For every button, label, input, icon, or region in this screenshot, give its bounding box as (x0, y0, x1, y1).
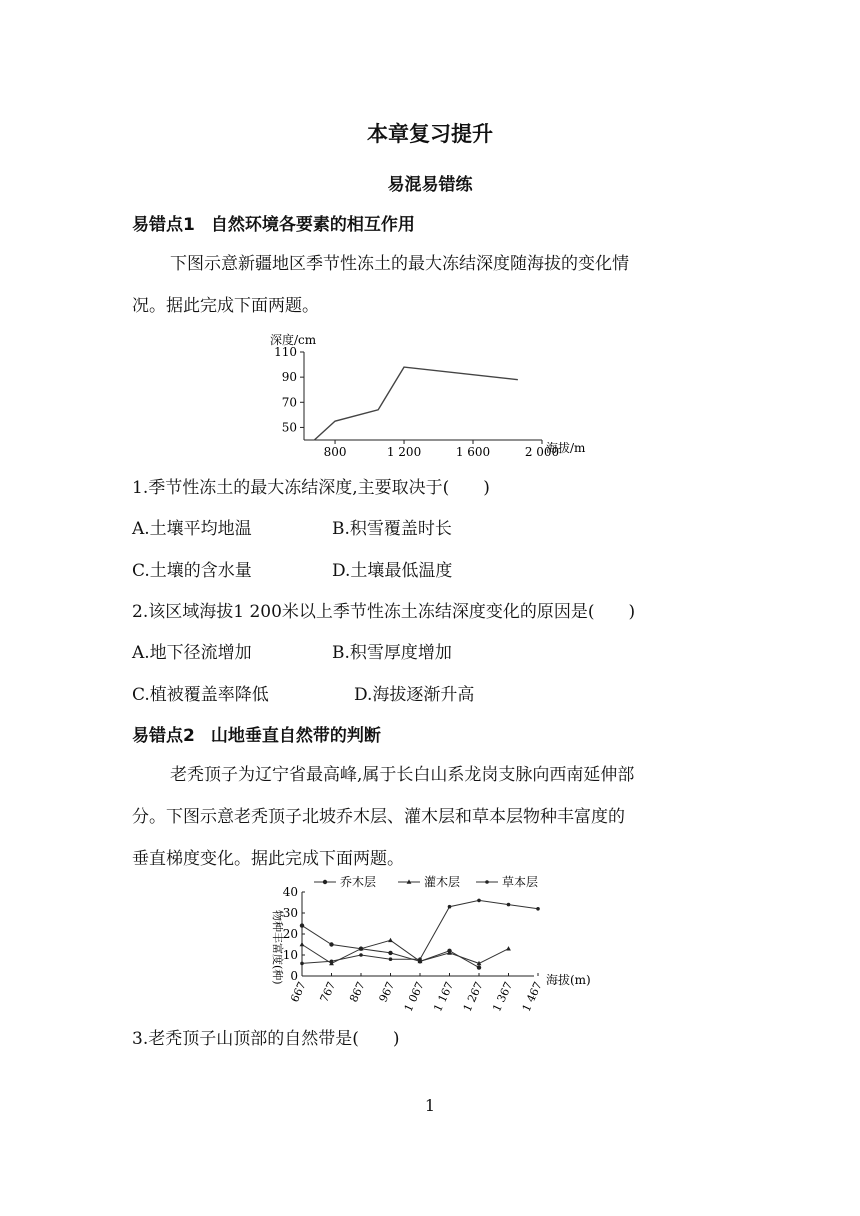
herb-layer-point (418, 957, 422, 961)
herb-layer-point (300, 962, 304, 966)
q2-option-a[interactable]: A.地下径流增加 (132, 643, 252, 663)
error-point-2 (132, 721, 381, 746)
y-tick-label: 20 (282, 927, 298, 941)
intro-paragraph-1 (132, 243, 732, 327)
y-tick-label: 10 (282, 948, 298, 962)
x-tick-label: 1 067 (401, 979, 427, 1014)
shrub-layer-point (506, 946, 511, 950)
error-point-1 (132, 210, 415, 235)
y-axis-label: 物种丰富度(种) (271, 910, 284, 985)
x-tick-label: 1 200 (386, 445, 422, 458)
herb-layer-point (359, 953, 363, 957)
x-axis-label: 海拔/m (546, 441, 586, 455)
tree-layer-legend-label: 乔木层 (340, 875, 377, 889)
q1-option-d[interactable]: D.土壤最低温度 (332, 561, 453, 581)
section-subtitle: 易混易错练 (387, 175, 473, 195)
herb-layer-line (302, 900, 538, 963)
q1-option-c[interactable]: C.土壤的含水量 (132, 561, 252, 581)
intro-1-line-2: 况。据此完成下面两题。 (132, 296, 319, 316)
herb-layer-point (536, 907, 540, 911)
tree-layer-point (388, 951, 392, 955)
shrub-layer-point (388, 938, 393, 942)
q2-option-c[interactable]: C.植被覆盖率降低 (132, 685, 269, 705)
herb-layer-point (507, 903, 511, 907)
tree-layer-point (477, 965, 481, 969)
x-tick-label: 967 (376, 979, 398, 1005)
intro-2-line-1: 老秃顶子为辽宁省最高峰,属于长白山系龙岗支脉向西南延伸部 (170, 765, 635, 785)
error-point-1-label: 易错点1 (132, 215, 195, 235)
q1-option-b[interactable]: B.积雪覆盖时长 (332, 519, 452, 539)
frost-depth-line (314, 367, 518, 440)
intro-1-line-1: 下图示意新疆地区季节性冻土的最大冻结深度随海拔的变化情 (170, 254, 629, 274)
page-title: 本章复习提升 (367, 122, 493, 146)
x-tick-label: 1 367 (490, 979, 516, 1014)
tree-layer-legend-point (323, 880, 327, 884)
herb-layer-point (389, 957, 393, 961)
error-point-2-text: 山地垂直自然带的判断 (210, 726, 381, 746)
x-axis-label: 海拔(m) (546, 973, 591, 987)
x-tick-label: 1 467 (519, 979, 545, 1014)
y-tick-label: 90 (281, 370, 297, 385)
herb-layer-legend-point (485, 880, 489, 884)
question-2: 2.该区域海拔1 200米以上季节性冻土冻结深度变化的原因是( ) (132, 602, 636, 622)
error-point-1-text: 自然环境各要素的相互作用 (210, 215, 415, 235)
intro-2-line-2: 分。下图示意老秃顶子北坡乔木层、灌木层和草本层物种丰富度的 (132, 807, 625, 827)
x-tick-label: 867 (347, 979, 368, 1005)
herb-layer-point (330, 960, 334, 964)
x-tick-label: 1 167 (431, 979, 457, 1014)
intro-paragraph-2 (132, 754, 732, 880)
y-tick-label: 70 (281, 395, 297, 410)
x-tick-label: 667 (288, 979, 309, 1005)
x-tick-label: 767 (317, 979, 339, 1005)
y-tick-label: 50 (281, 420, 297, 435)
q2-option-b[interactable]: B.积雪厚度增加 (332, 643, 452, 663)
y-tick-label: 30 (282, 906, 298, 920)
question-1: 1.季节性冻土的最大冻结深度,主要取决于( ) (132, 478, 490, 498)
q1-option-a[interactable]: A.土壤平均地温 (132, 519, 252, 539)
shrub-layer-point (300, 942, 305, 946)
question-3: 3.老秃顶子山顶部的自然带是( ) (132, 1029, 400, 1049)
y-tick-label: 110 (274, 345, 297, 359)
x-tick-label: 800 (323, 445, 347, 458)
q2-option-d[interactable]: D.海拔逐渐升高 (354, 685, 475, 705)
herb-layer-point (448, 905, 452, 909)
tree-layer-point (300, 923, 304, 927)
tree-layer-point (329, 942, 333, 946)
species-richness-chart (262, 870, 602, 1020)
error-point-2-label: 易错点2 (132, 726, 195, 746)
herb-layer-point (477, 899, 481, 903)
intro-2-line-3: 垂直梯度变化。据此完成下面两题。 (132, 849, 404, 869)
frost-depth-chart (262, 328, 602, 458)
shrub-layer-legend-label: 灌木层 (424, 875, 461, 889)
page-number: 1 (424, 1096, 436, 1115)
x-tick-label: 2 000 (524, 445, 560, 458)
x-tick-label: 1 600 (455, 445, 491, 458)
x-tick-label: 1 267 (460, 979, 486, 1014)
y-tick-label: 0 (290, 969, 298, 983)
y-tick-label: 40 (282, 885, 298, 899)
y-axis-label: 深度/cm (270, 333, 317, 347)
herb-layer-legend-label: 草本层 (502, 875, 539, 889)
